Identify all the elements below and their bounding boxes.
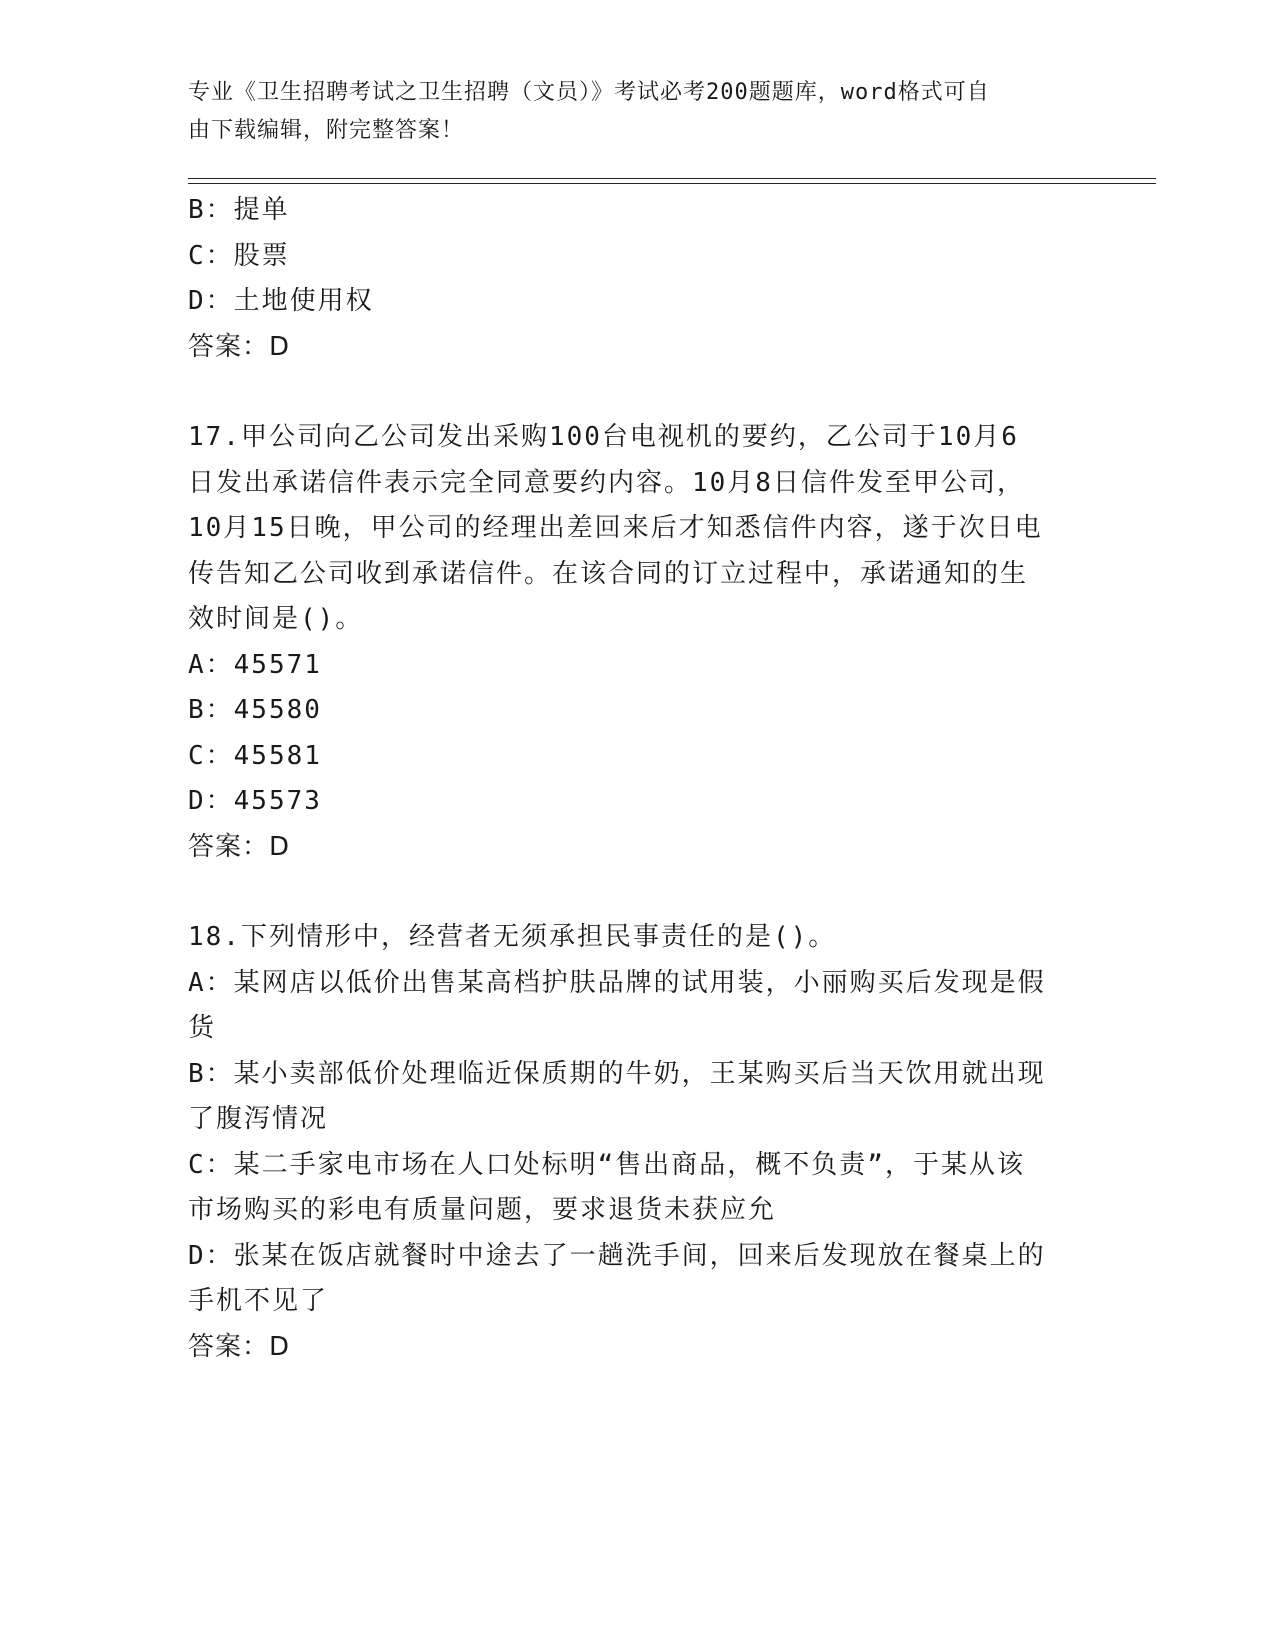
option-c-line: 市场购买的彩电有质量问题，要求退货未获应允 xyxy=(188,1195,777,1225)
option-b-line: 了腹泻情况 xyxy=(188,1104,329,1134)
question-stem-line: 效时间是()。 xyxy=(188,604,364,634)
question-17 xyxy=(188,415,1088,870)
option-c-line: C：某二手家电市场在人口处标明“售出商品，概不负责”，于某从该 xyxy=(188,1149,1025,1180)
option-a-line: 货 xyxy=(188,1013,217,1043)
document-header xyxy=(188,74,1068,150)
answer-line: 答案：D xyxy=(188,831,291,862)
option-b: B：45580 xyxy=(188,695,322,725)
answer-line: 答案：D xyxy=(188,331,291,362)
header-line-2: 由下载编辑，附完整答案！ xyxy=(188,118,465,143)
question-stem-line: 17.甲公司向乙公司发出采购100台电视机的要约，乙公司于10月6 xyxy=(188,422,1019,452)
question-stem: 18.下列情形中，经营者无须承担民事责任的是()。 xyxy=(188,922,837,952)
option-d-line: 手机不见了 xyxy=(188,1286,329,1316)
option-b: B：提单 xyxy=(188,195,290,225)
previous-question-tail xyxy=(188,188,1088,370)
header-divider-top xyxy=(188,178,1156,179)
option-d-line: D：张某在饭店就餐时中途去了一趟洗手间，回来后发现放在餐桌上的 xyxy=(188,1240,1046,1271)
option-d: D：土地使用权 xyxy=(188,286,374,316)
question-stem-line: 日发出承诺信件表示完全同意要约内容。10月8日信件发至甲公司， xyxy=(188,467,1025,498)
header-line-1: 专业《卫生招聘考试之卫生招聘（文员）》考试必考200题题库，word格式可自 xyxy=(188,80,990,105)
option-d: D：45573 xyxy=(188,786,322,816)
spacer xyxy=(188,870,1088,915)
option-a: A：45571 xyxy=(188,649,322,680)
option-a-line: A：某网店以低价出售某高档护肤品牌的试用装，小丽购买后发现是假 xyxy=(188,967,1046,998)
option-b-line: B：某小卖部低价处理临近保质期的牛奶，王某购买后当天饮用就出现 xyxy=(188,1058,1046,1089)
answer-line: 答案：D xyxy=(188,1331,291,1362)
option-c: C：股票 xyxy=(188,240,290,271)
question-stem-line: 10月15日晚，甲公司的经理出差回来后才知悉信件内容，遂于次日电 xyxy=(188,513,1043,543)
option-c: C：45581 xyxy=(188,740,322,771)
question-18 xyxy=(188,915,1088,1370)
header-divider-bottom xyxy=(188,183,1156,184)
document-body xyxy=(188,188,1088,1370)
question-stem-line: 传告知乙公司收到承诺信件。在该合同的订立过程中，承诺通知的生 xyxy=(188,558,1029,589)
spacer xyxy=(188,370,1088,415)
